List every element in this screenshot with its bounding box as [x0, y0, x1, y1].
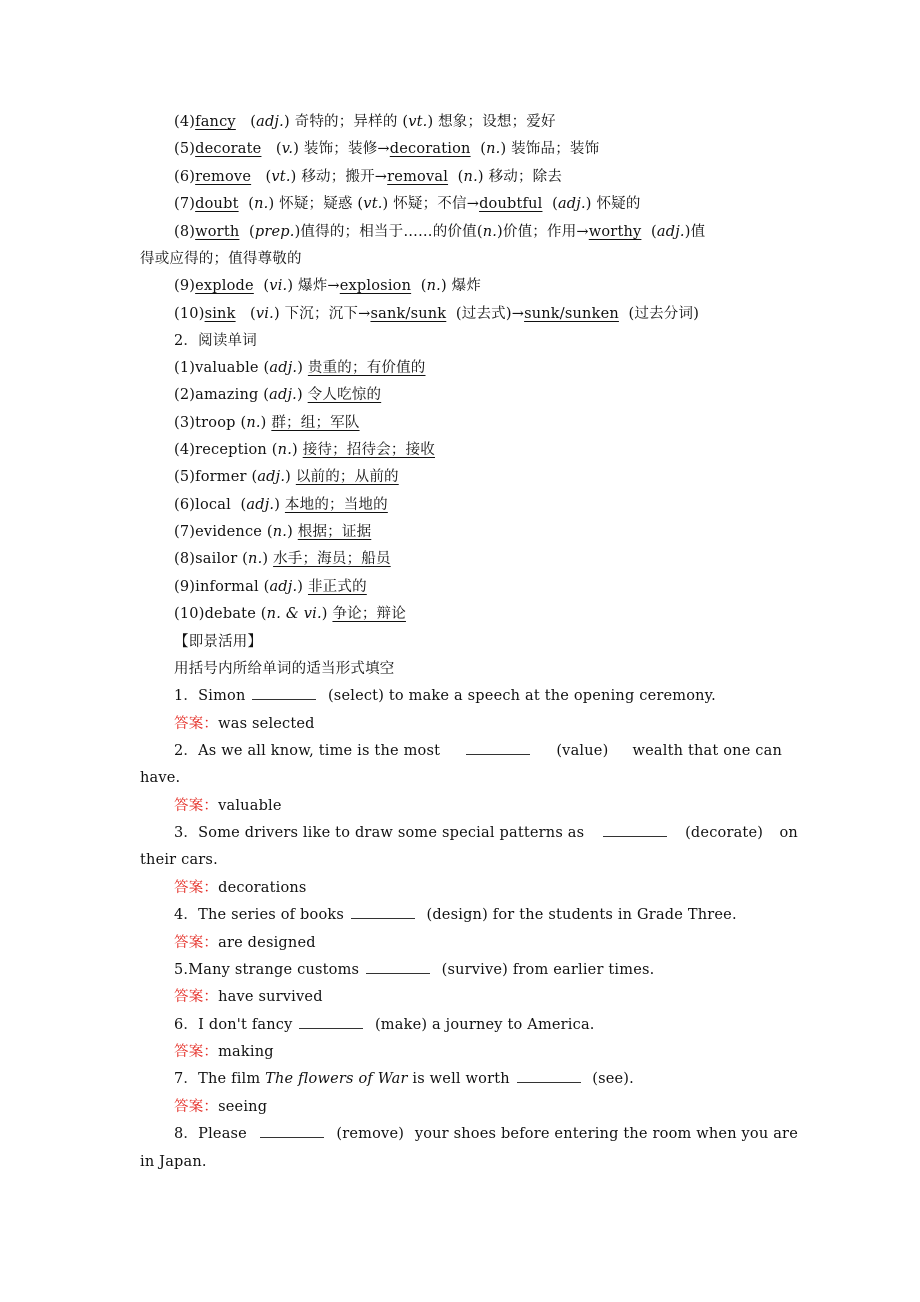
- entry-num: (1): [174, 360, 196, 376]
- entry-word: debate: [204, 606, 256, 622]
- question-text: is well worth: [412, 1071, 510, 1087]
- entry-pos: adj.: [656, 224, 685, 240]
- entry-num: (10): [174, 306, 205, 322]
- entry-worth: (8)worth (prep.)值得的；相当于……的价值(n.)价值；作用→worthy (adj.)值: [174, 224, 706, 240]
- entry-def: 爆炸: [451, 278, 482, 294]
- answer-text: are designed: [218, 935, 316, 951]
- question-hint: (select): [327, 688, 385, 704]
- question-text: for the students in Grade Three.: [492, 907, 737, 923]
- entry-num: (4): [174, 114, 196, 130]
- entry-num: (8): [174, 224, 196, 240]
- entry-pos: n.: [246, 415, 261, 431]
- entry-def: 价值；作用→: [502, 224, 589, 240]
- answer-label: 答案：: [174, 989, 219, 1005]
- entry-meaning: 争论；辩论: [332, 606, 406, 622]
- entry-pos: n. & vi.: [266, 606, 322, 622]
- entry-num: (7): [174, 196, 196, 212]
- entry-meaning: 根据；证据: [297, 524, 372, 540]
- question-text: 6．I don't fancy: [174, 1017, 293, 1033]
- question-text: 1．Simon: [174, 688, 246, 704]
- entry-word: local: [195, 497, 231, 513]
- question-text: wealth that one can: [632, 743, 782, 759]
- entry-word: doubt: [195, 196, 239, 212]
- entry-word: remove: [195, 169, 252, 185]
- entry-num: (5): [174, 141, 196, 157]
- answer-blank: [252, 686, 316, 700]
- question-text: 7．The film: [174, 1071, 261, 1087]
- entry-fancy: (4)fancy (adj.) 奇特的；异样的 (vt.) 想象；设想；爱好: [174, 114, 556, 130]
- entry-derivative: decoration: [389, 141, 471, 157]
- answer-1: [174, 714, 315, 734]
- entry-def: 移动；除去: [488, 169, 563, 185]
- question-8: [174, 1124, 798, 1144]
- question-text: to make a speech at the opening ceremony.: [388, 688, 716, 704]
- entry-def: 装饰；装修→: [303, 141, 390, 157]
- entry-word: sailor: [195, 551, 238, 567]
- entry-derivative: explosion: [339, 278, 412, 294]
- question-2-continued: have.: [140, 770, 181, 786]
- answer-blank: [299, 1015, 363, 1029]
- question-text: your shoes before entering the room when you are: [414, 1126, 798, 1142]
- entry-pos: n.: [254, 196, 269, 212]
- entry-note: (过去式)→: [455, 306, 525, 322]
- entry-decorate: (5)decorate (v.) 装饰；装修→decoration (n.) 装饰品；装饰: [174, 141, 600, 157]
- answer-text: valuable: [218, 798, 282, 814]
- entry-derivative: worthy: [588, 224, 642, 240]
- entry-num: (10): [174, 606, 205, 622]
- entry-doubt: (7)doubt (n.) 怀疑；疑惑 (vt.) 怀疑；不信→doubtful (adj.) 怀疑的: [174, 196, 641, 212]
- reading-word: (5)former (adj.) 以前的；从前的: [174, 469, 399, 485]
- answer-label: 答案：: [174, 1099, 219, 1115]
- entry-def: 值得的；相当于……的价值: [300, 224, 477, 240]
- entry-word: worth: [195, 224, 240, 240]
- entry-def: 怀疑；疑惑: [279, 196, 353, 212]
- entry-pos: vt.: [271, 169, 291, 185]
- entry-note: (过去分词): [628, 306, 700, 322]
- entry-num: (6): [174, 169, 196, 185]
- entry-pos: vi.: [255, 306, 274, 322]
- entry-def: 爆炸→: [298, 278, 340, 294]
- question-text: 2．As we all know, time is the most: [174, 743, 441, 759]
- entry-def: 装饰品；装饰: [511, 141, 600, 157]
- question-1: [174, 686, 716, 706]
- entry-pos: n.: [248, 551, 263, 567]
- entry-word: explode: [195, 278, 254, 294]
- entry-pos: prep.: [254, 224, 295, 240]
- entry-def: 移动；搬开→: [301, 169, 388, 185]
- entry-pos: vt.: [408, 114, 428, 130]
- answer-blank: [366, 960, 430, 974]
- entry-pos: adj.: [269, 579, 298, 595]
- question-4: [174, 905, 737, 925]
- entry-derivative: sank/sunk: [370, 306, 447, 322]
- entry-num: (7): [174, 524, 196, 540]
- answer-label: 答案：: [174, 798, 219, 814]
- entry-meaning: 贵重的；有价值的: [307, 360, 426, 376]
- reading-word: (4)reception (n.) 接待；招待会；接收: [174, 442, 435, 458]
- answer-6: [174, 1042, 274, 1062]
- entry-word: valuable: [195, 360, 259, 376]
- question-7: [174, 1069, 634, 1089]
- answer-label: 答案：: [174, 880, 219, 896]
- question-text: 4．The series of books: [174, 907, 345, 923]
- entry-def: 怀疑的: [596, 196, 641, 212]
- entry-word: troop: [195, 415, 236, 431]
- entry-pos: n.: [426, 278, 441, 294]
- entry-pos: adj.: [557, 196, 586, 212]
- entry-meaning: 接待；招待会；接收: [302, 442, 435, 458]
- question-text: 3．Some drivers like to draw some special patterns as: [174, 825, 585, 841]
- film-title: The flowers of War: [265, 1071, 408, 1087]
- entry-num: (5): [174, 469, 196, 485]
- answer-3: [174, 878, 307, 898]
- practice-instruction: 用括号内所给单词的适当形式填空: [174, 661, 395, 677]
- entry-derivative: doubtful: [479, 196, 543, 212]
- entry-num: (9): [174, 278, 196, 294]
- question-text: on: [779, 825, 798, 841]
- entry-meaning: 以前的；从前的: [295, 469, 399, 485]
- question-3: [174, 823, 798, 843]
- reading-word: (1)valuable (adj.) 贵重的；有价值的: [174, 360, 426, 376]
- entry-explode: (9)explode (vi.) 爆炸→explosion (n.) 爆炸: [174, 278, 482, 294]
- answer-blank: [466, 741, 530, 755]
- question-hint: (remove): [336, 1126, 405, 1142]
- entry-word: decorate: [195, 141, 262, 157]
- answer-blank: [517, 1069, 581, 1083]
- entry-pos: n.: [482, 224, 498, 240]
- entry-pos: adj.: [246, 497, 275, 513]
- answer-text: was selected: [218, 716, 315, 732]
- entry-def: 怀疑；不信→: [393, 196, 480, 212]
- answer-text: decorations: [218, 880, 307, 896]
- entry-meaning: 令人吃惊的: [307, 387, 382, 403]
- answer-text: have survived: [218, 989, 323, 1005]
- question-6: [174, 1015, 595, 1035]
- entry-pos: n.: [486, 141, 501, 157]
- reading-word: (2)amazing (adj.) 令人吃惊的: [174, 387, 382, 403]
- reading-word: (9)informal (adj.) 非正式的: [174, 579, 367, 595]
- entry-num: (6): [174, 497, 196, 513]
- question-hint: (make): [374, 1017, 428, 1033]
- entry-word: evidence: [195, 524, 263, 540]
- answer-label: 答案：: [174, 1044, 219, 1060]
- entry-num: (9): [174, 579, 196, 595]
- entry-word: amazing: [195, 387, 259, 403]
- question-hint: (see).: [592, 1071, 634, 1087]
- entry-pos: n.: [463, 169, 478, 185]
- entry-derivative: sunk/sunken: [524, 306, 619, 322]
- question-8-continued: in Japan.: [140, 1154, 207, 1170]
- entry-meaning: 水手；海员；船员: [273, 551, 391, 567]
- reading-word: (6)local (adj.) 本地的；当地的: [174, 497, 388, 513]
- reading-word: (3)troop (n.) 群；组；军队: [174, 415, 360, 431]
- answer-blank: [603, 823, 667, 837]
- question-text: 5.Many strange customs: [174, 962, 360, 978]
- question-hint: (design): [426, 907, 488, 923]
- question-hint: (decorate): [685, 825, 764, 841]
- entry-pos: adj.: [269, 360, 298, 376]
- question-text: 8．Please: [174, 1126, 247, 1142]
- entry-word: former: [195, 469, 247, 485]
- reading-word: (10)debate (n. & vi.) 争论；辩论: [174, 606, 406, 622]
- entry-pos: n.: [272, 524, 288, 540]
- answer-5: [174, 987, 323, 1007]
- answer-2: [174, 796, 282, 816]
- entry-num: (8): [174, 551, 196, 567]
- entry-meaning: 本地的；当地的: [284, 497, 388, 513]
- entry-derivative: removal: [387, 169, 449, 185]
- answer-blank: [351, 905, 415, 919]
- entry-meaning: 非正式的: [307, 579, 367, 595]
- question-2: [174, 741, 782, 761]
- answer-text: seeing: [218, 1099, 268, 1115]
- reading-word: (8)sailor (n.) 水手；海员；船员: [174, 551, 391, 567]
- question-3-continued: their cars.: [140, 852, 218, 868]
- entry-def: 奇特的；异样的: [294, 114, 398, 130]
- entry-def: 下沉；沉下→: [284, 306, 371, 322]
- entry-pos: v.: [281, 141, 294, 157]
- question-hint: (value): [556, 743, 609, 759]
- entry-remove: (6)remove (vt.) 移动；搬开→removal (n.) 移动；除去: [174, 169, 563, 185]
- entry-pos: n.: [277, 442, 293, 458]
- entry-meaning: 群；组；军队: [271, 415, 360, 431]
- entry-pos: adj.: [269, 387, 297, 403]
- entry-pos: vi.: [269, 278, 288, 294]
- entry-num: (2): [174, 387, 196, 403]
- entry-def: 值: [690, 224, 706, 240]
- answer-label: 答案：: [174, 716, 219, 732]
- answer-text: making: [218, 1044, 274, 1060]
- reading-word: (7)evidence (n.) 根据；证据: [174, 524, 372, 540]
- answer-label: 答案：: [174, 935, 219, 951]
- entry-word: reception: [195, 442, 267, 458]
- question-text: a journey to America.: [432, 1017, 595, 1033]
- entry-pos: adj.: [257, 469, 286, 485]
- entry-num: (3): [174, 415, 196, 431]
- entry-word: sink: [204, 306, 236, 322]
- practice-heading: 【即景活用】: [174, 634, 263, 650]
- entry-pos: vt.: [363, 196, 383, 212]
- question-hint: (survive): [441, 962, 509, 978]
- question-5: [174, 960, 654, 980]
- entry-worth-continued: 得或应得的；值得尊敬的: [140, 251, 302, 267]
- answer-4: [174, 933, 316, 953]
- entry-def: 想象；设想；爱好: [438, 114, 556, 130]
- question-text: from earlier times.: [512, 962, 655, 978]
- entry-word: fancy: [195, 114, 236, 130]
- answer-7: [174, 1097, 267, 1117]
- answer-blank: [260, 1124, 324, 1138]
- entry-pos: adj.: [256, 114, 284, 130]
- entry-word: informal: [195, 579, 259, 595]
- section-heading: 2．阅读单词: [174, 333, 257, 349]
- entry-num: (4): [174, 442, 196, 458]
- entry-sink: (10)sink (vi.) 下沉；沉下→sank/sunk (过去式)→sunk/sunken (过去分词): [174, 306, 700, 322]
